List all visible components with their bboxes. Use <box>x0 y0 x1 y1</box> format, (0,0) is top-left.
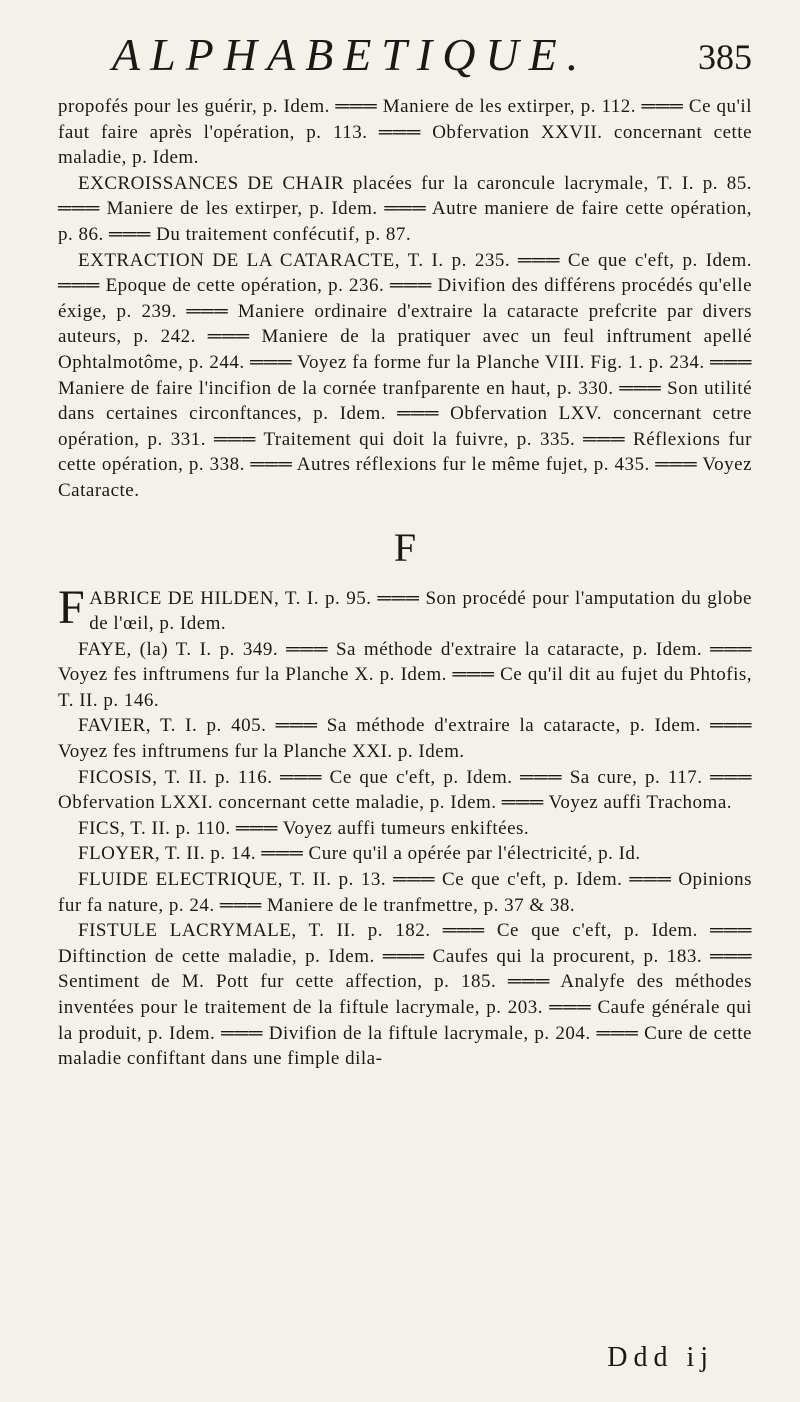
index-entry-fabrice-text: ABRICE DE HILDEN, T. I. p. 95. ═══ Son procédé pour l'amputation du globe de l'œil, p. Idem. <box>89 587 752 635</box>
page-number: 385 <box>698 37 752 77</box>
index-entry-fics: FICS, T. II. p. 110. ═══ Voyez auffi tumeurs enkiftées. <box>78 817 530 839</box>
index-entry-floyer: FLOYER, T. II. p. 14. ═══ Cure qu'il a opérée par l'électricité, p. Id. <box>78 843 641 865</box>
index-entry-faye: FAYE, (la) T. I. p. 349. ═══ Sa méthode d'extraire la cataracte, p. Idem. ═══ Voyez fes inftrumens fur la Planche X. p. Idem. ═══ Ce qu'il dit au fujet du Phtofis, T. II. p. 146. <box>58 638 752 711</box>
index-entry-ficosis: FICOSIS, T. II. p. 116. ═══ Ce que c'eft, p. Idem. ═══ Sa cure, p. 117. ═══ Obfervation LXXI. concernant cette maladie, p. Idem. ═══ Voyez auffi Trachoma. <box>58 766 752 814</box>
drop-capital: F <box>58 580 86 634</box>
index-entry-favier: FAVIER, T. I. p. 405. ═══ Sa méthode d'extraire la cataracte, p. Idem. ═══ Voyez fes inftrumens fur la Planche XXI. p. Idem. <box>58 715 752 763</box>
signature-mark: Ddd ij <box>607 1342 714 1373</box>
index-text <box>58 94 752 1072</box>
section-letter: F <box>393 524 417 570</box>
index-entry-excroissances: EXCROISSANCES DE CHAIR placées fur la caroncule lacrymale, T. I. p. 85. ═══ Maniere de les extirper, p. Idem. ═══ Autre maniere de faire cette opération, p. 86. ═══ Du traitement confécutif, p. 87. <box>58 172 752 245</box>
index-entry-fluide-electrique: FLUIDE ELECTRIQUE, T. II. p. 13. ═══ Ce que c'eft, p. Idem. ═══ Opinions fur fa nature, p. 24. ═══ Maniere de le tranfmettre, p. 37 & 38. <box>58 869 752 916</box>
index-entry-fistule-lacrymale: FISTULE LACRYMALE, T. II. p. 182. ═══ Ce que c'eft, p. Idem. ═══ Diftinction de cette maladie, p. Idem. ═══ Caufes qui la procurent, p. 183. ═══ Sentiment de M. Pott fur cette affection, p. 185. ═══ Analyfe des méthodes inventées pour le traitement de la fiftule lacrymale, p. 203. ═══ Caufe générale qui la produit, p. Idem. ═══ Divifion de la fiftule lacrymale, p. 204. ═══ Cure de cette maladie confiftant dans une fimple dila- <box>58 920 752 1070</box>
index-entry-extraction: EXTRACTION DE LA CATARACTE, T. I. p. 235. ═══ Ce que c'eft, p. Idem. ═══ Epoque de cette opération, p. 236. ═══ Divifion des différens procédés qu'elle éxige, p. 239. ═══ Maniere ordinaire d'extraire la cataracte prefcrite par divers auteurs, p. 242. ═══ Maniere de la pratiquer avec un feul inftrument apellé Ophtalmotôme, p. 244. ═══ Voyez fa forme fur la Planche VIII. Fig. 1. p. 234. ═══ Maniere de faire l'incifion de la cornée tranfparente en haut, p. 330. ═══ Son utilité dans certaines circonftances, p. Idem. ═══ Obfervation LXV. concernant cetre opération, p. 331. ═══ Traitement qui doit la fuivre, p. 335. ═══ Réflexions fur cette opération, p. 338. ═══ Autres réflexions fur le même fujet, p. 435. ═══ Voyez Cataracte. <box>58 249 752 501</box>
index-entry-continuation: propofés pour les guérir, p. Idem. ═══ Maniere de les extirper, p. 112. ═══ Ce qu'il faut faire après l'opération, p. 113. ═══ Obfervation XXVII. concernant cette maladie, p. Idem. <box>58 96 752 169</box>
running-header <box>112 28 752 90</box>
index-entry-fabrice <box>58 580 752 637</box>
running-title: ALPHABETIQUE. <box>112 29 589 80</box>
